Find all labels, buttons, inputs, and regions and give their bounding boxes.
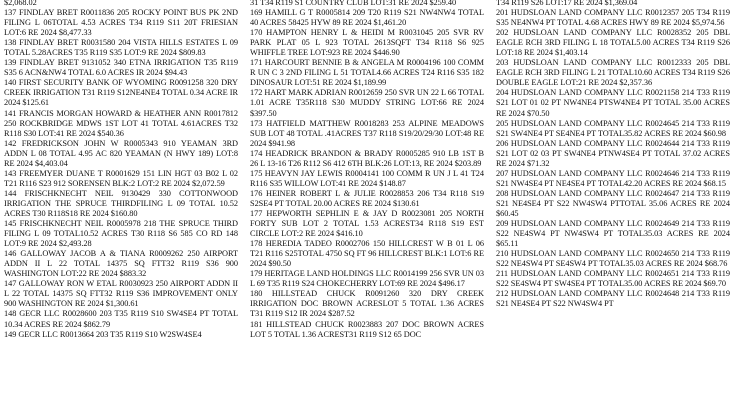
tax-list-entry: 207 HUDSLOAN LAND COMPANY LLC R0024646 214 T33 R119 S21 NW4SE4 PT NE4SE4 PT TOTAL42.20 ACRES RE 2024 $68.15 [496,168,730,188]
tax-list-entry: 208 HUDSLOAN LAND COMPANY LLC R0024647 214 T33 R119 S21 NE4SE4 PT S22 NW4SW4 PTTOTAL 35.06 ACRES RE 2024 $60.45 [496,188,730,218]
tax-list-entry: 206 HUDSLOAN LAND COMPANY LLC R0024644 214 T33 R119 S21 LOT 02 03 PT SW4NE4 PTNW4SE4 PT TOTAL 37.02 ACRES RE 2024 $71.32 [496,138,730,168]
tax-list-entry: 140 FIRST SECURITY BANK OF WYOMING R0091258 320 DRY CREEK IRRIGATION T31 R119 S12NE4NE4 TOTAL 0.34 ACRE IR 2024 $125.61 [4,78,238,108]
tax-list-entry: 212 HUDSLOAN LAND COMPANY LLC R0024648 214 T33 R119 S21 NE4SE4 PT S22 NW4SW4 PT [496,289,730,309]
tax-list-entry: 143 FREEMYER DUANE T R0001629 151 LIN HGT 03 B02 L 02 T21 R116 S23 912 SORENSEN BLK:2 LOT:2 RE 2024 $2,072.59 [4,168,238,188]
tax-list-entry: 181 HILLSTEAD CHUCK R0023883 207 DOC BROWN ACRES LOT 5 TOTAL 1.36 ACREST31 R119 S12 65 DOC [250,319,484,339]
tax-list-entry: 139 FINDLAY BRET 9131052 340 ETNA IRRIGATION T35 R119 S35 6 ACN&NW4 TOTAL 6.0 ACRES IR 2024 $94.43 [4,58,238,78]
tax-list-entry: 169 HAMILL G T R0005814 209 T20 R119 S21 NW4NW4 TOTAL 40 ACRES 58425 HYW 89 RE 2024 $1,461.20 [250,8,484,28]
tax-list-entry: 211 HUDSLOAN LAND COMPANY LLC R0024651 214 T33 R119 S22 SE4SW4 PT SW4SE4 PT TOTAL35.00 ACRES RE 2024 $69.70 [496,269,730,289]
tax-list-entry: 203 HUDSLOAN LAND COMPANY LLC R0012333 205 DBL EAGLE RCH 3RD FILING L 21 TOTAL10.60 ACRES T34 R119 S26 DOUBLE EAGLE LOT:21 RE 2024 $2,357.36 [496,58,730,88]
tax-list-entry: 202 HUDSLOAN LAND COMPANY LLC R0028352 205 DBL EAGLE RCH 3RD FILING L 18 TOTAL5.00 ACRES T34 R119 S26 LOT:18 RE 2024 $1,403.14 [496,28,730,58]
tax-list-entry: 138 FINDLAY BRET R0031580 204 VISTA HILLS ESTATES L 09 TOTAL 5.28ACRES T35 R119 S35 LOT:9 RE 2024 $809.83 [4,38,238,58]
tax-list-entry: 144 FRISCHKNECHT NEIL 9130429 330 COTTONWOOD IRRIGATION THE SPRUCE THIRDFILING L 09 TOTAL 10.52 ACRES T30 R118S18 RE 2024 $160.80 [4,188,238,218]
tax-list-entry: 204 HUDSLOAN LAND COMPANY LLC R0021158 214 T33 R119 S21 LOT 01 02 PT NW4NE4 PTSW4NE4 PT TOTAL 35.00 ACRES RE 2024 $70.50 [496,88,730,118]
tax-list-entry: 141 FRANCIS MORGAN HOWARD & HEATHER ANN R0017812 250 ROCKBRIDGE MDWS 1ST LOT 41 TOTAL 4.61ACRES T32 R118 S30 LOT:41 RE 2024 $540.36 [4,108,238,138]
tax-list-entry: 175 HEAVYN JAY LEWIS R0004141 100 COMM R UN J L 41 T24 R116 S35 WILLOW LOT:41 RE 2024 $148.87 [250,168,484,188]
tax-list-entry: 209 HUDSLOAN LAND COMPANY LLC R0024649 214 T33 R119 S22 NE4SW4 PT NW4SW4 PT TOTAL35.03 ACRES RE 2024 $65.11 [496,219,730,249]
tax-list-entry: 31 T34 R119 S1 COUNTRY CLUB LOT:31 RE 2024 $259.40 [250,0,457,7]
tax-list-entry: 177 HEPWORTH SEPHLIN E & JAY D R0023081 205 NORTH FORTY SUB LOT 2 TOTAL 1.53 ACREST34 R118 S19 EST CIRCLE LOT:2 RE 2024 $416.10 [250,208,484,239]
tax-list-entry: 180 HILLSTEAD CHUCK R0091260 320 DRY CREEK IRRIGATION DOC BROWN ACRESLOT 5 TOTAL 1.36 ACRES T31 R119 S12 IR 2024 $287.52 [250,289,484,319]
tax-list-entry: 179 HERITAGE LAND HOLDINGS LLC R0014199 256 SVR UN 03 L 69 T35 R119 S24 CHOKECHERRY LOT:69 RE 2024 $496.17 [250,269,484,289]
tax-list-entry: 149 GECR LLC R0013664 203 T35 R119 S10 W2SW4SE4 [4,329,202,339]
tax-list-entry: 142 FREDRICKSON JOHN W R0005343 910 YEAMAN 3RD ADDN L 08 TOTAL 4.95 AC 820 YEAMAN (N HWY 189) LOT:8 RE 2024 $4,403.04 [4,138,238,168]
tax-list-entry: 170 HAMPTON HENRY L & HEIDI M R0031045 205 SVR RV PARK PLAT 05 L 923 TOTAL 2613SQFT T34 R118 S6 925 WHIFFLE TREE LOT:923 RE 2024 $446.90 [250,28,484,58]
tax-list-entry: $2,068.02 [4,0,37,7]
tax-list-entry: 201 HUDSLOAN LAND COMPANY LLC R0012357 205 T34 R119 S35 NE4NW4 PT TOTAL 4.68 ACRES HWY 89 RE 2024 $5,974.56 [496,8,730,28]
tax-list-entry: 172 HART MARK ADRIAN R0012659 250 SVR UN 22 L 66 TOTAL 1.01 ACRE T35R118 S30 MUDDY STRING LOT:66 RE 2024 $397.50 [250,88,484,118]
tax-list-entry: 205 HUDSLOAN LAND COMPANY LLC R0024645 214 T33 R119 S21 SW4NE4 PT SE4NE4 PT TOTAL35.82 ACRES RE 2024 $60.98 [496,118,730,138]
tax-list-entry: 146 GALLOWAY JACOB A & TIANA R0009262 250 AIRPORT ADDN II L 22 TOTAL 14375 SQ FTT32 R119 S36 900 WASHINGTON LOT:22 RE 2024 $883.32 [4,249,238,279]
tax-list-entry: 171 HARCOURT BENNIE B & ANGELA M R0004196 100 COMM R UN C 3 2ND FILING L 51 TOTAL4.66 ACRES T24 R116 S35 182 DINOSAUR LOT:51 RE 2024 $1,189.99 [250,58,484,88]
tax-list-entry: 148 GECR LLC R0028600 203 T35 R119 S10 SW4SE4 PT TOTAL 10.34 ACRES RE 2024 $862.79 [4,309,238,329]
tax-list-entry: 174 HEADRICK BRANDON & BRADY R0005285 910 LB 1ST B 26 L 13-16 T26 R112 S6 412 6TH BLK:26 LOT:13, RE 2024 $203.89 [250,148,484,168]
notice-column-1 [4,0,238,340]
tax-list-entry: 145 FRISCHKNECHT NEIL R0005978 218 THE SPRUCE THIRD FILING L 09 TOTAL10.52 ACRES T30 R118 S6 585 CO RD 148 LOT:9 RE 2024 $2,493.28 [4,219,238,249]
tax-list-entry: 137 FINDLAY BRET R0011836 205 ROCKY POINT BUS PK 2ND FILING L 06TOTAL 4.53 ACRES T34 R119 S11 20T FRIESIAN LOT:6 RE 2024 $8,477.33 [4,8,238,38]
tax-list-entry: 173 HATFIELD MATTHEW R0018283 253 ALPINE MEADOWS SUB LOT 48 TOTAL .41ACRES T37 R118 S19/20/29/30 LOT:48 RE 2024 $941.98 [250,118,484,148]
tax-list-entry: 178 HEREDIA TADEO R0002706 150 HILLCREST W B 01 L 06 T21 R116 S25TOTAL 4750 SQ FT 96 HILLCREST BLK:1 LOT:6 RE 2024 $90.50 [250,239,484,269]
notice-column-3 [496,0,730,309]
tax-list-entry: T34 R119 S26 LOT:17 RE 2024 $1,369.04 [496,0,638,7]
tax-list-entry: 176 HEINER ROBERT L & JULIE R0028853 206 T34 R118 S19 S2SE4 PT TOTAL 20.00 ACRES RE 2024 $130.61 [250,188,484,208]
notice-column-2 [250,0,484,340]
tax-list-entry: 210 HUDSLOAN LAND COMPANY LLC R0024650 214 T33 R119 S22 NE4SW4 PT SE4SW4 PT TOTAL35.03 ACRES RE 2024 $68.76 [496,249,730,269]
tax-list-entry: 147 GALLOWAY RON W ETAL R0030923 250 AIRPORT ADDN II L 22 TOTAL 14375 SQ FTT32 R119 S36 IMPROVEMENT ONLY 900 WASHINGTON RE 2024 $1,300.61 [4,279,238,309]
